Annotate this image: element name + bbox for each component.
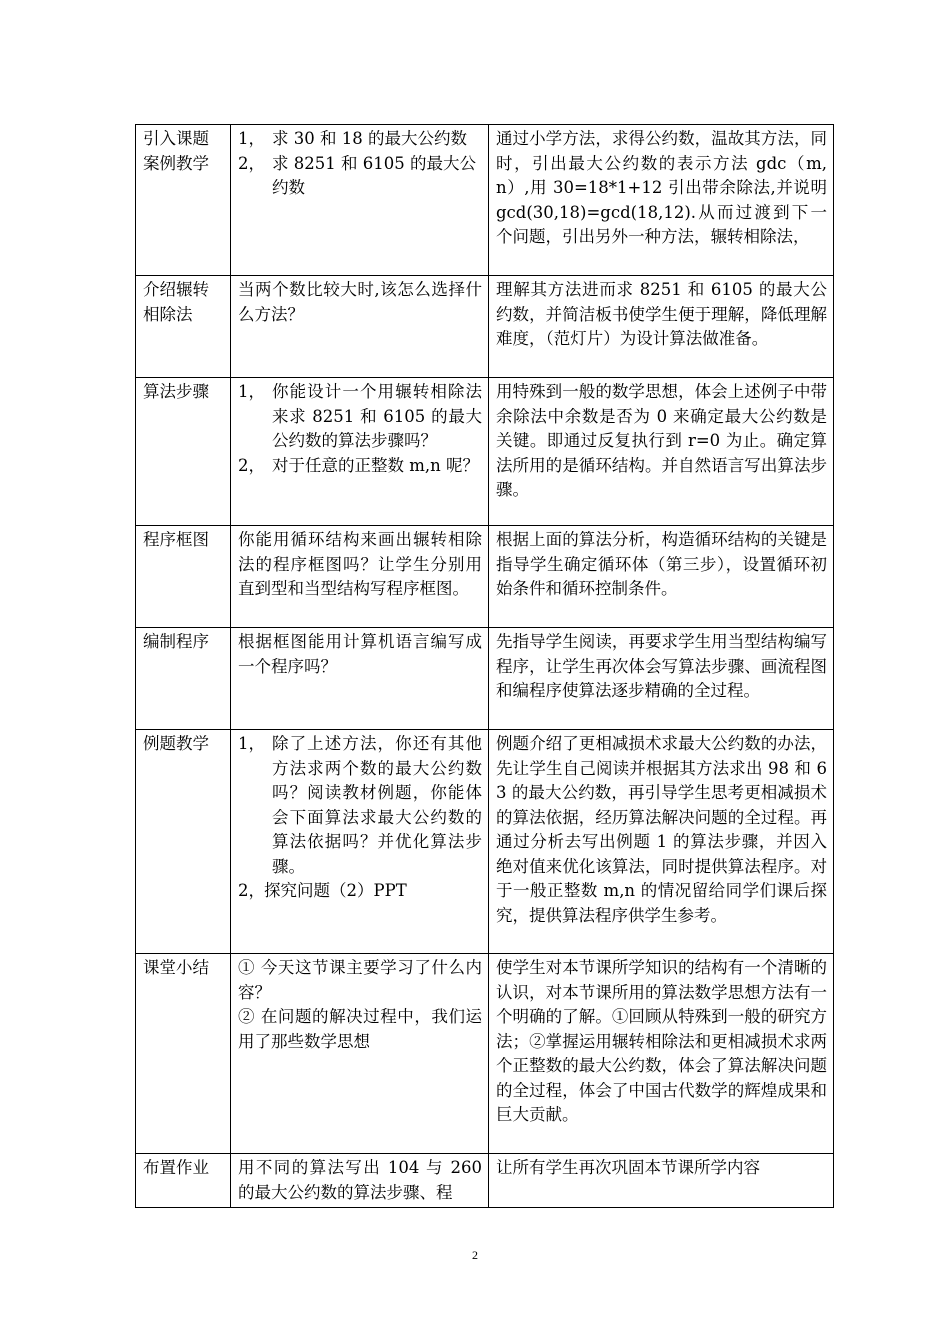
list-item (238, 454, 482, 479)
list-item (238, 879, 482, 904)
table-row (136, 1154, 834, 1208)
purpose-cell: 例题介绍了更相减损术求最大公约数的办法，先让学生自己阅读并根据其方法求出 98 和 63 的最大公约数，再引导学生思考更相减损术的算法依据，经历算法解决问题的全过程。再通过分析去写出例题 1 的算法步骤，并因入绝对值来优化该算法，同时提供算法程序。对于一般正整数 m,n 的情况留给同学们课后探究，提供算法程序供学生参考。 (489, 730, 834, 954)
page-number: 2 (472, 1248, 478, 1262)
item-text: 探究问题（2）PPT (264, 881, 407, 900)
stage-cell: 程序框图 (136, 526, 231, 628)
summary-question: ① 今天这节课主要学习了什么内容？ (238, 958, 482, 1002)
list-item (238, 732, 482, 879)
question-list (238, 127, 482, 201)
summary-question: ② 在问题的解决过程中，我们运用了那些数学思想 (238, 1007, 482, 1051)
activity-cell: 根据框图能用计算机语言编写成一个程序吗？ (231, 628, 489, 730)
stage-cell: 布置作业 (136, 1154, 231, 1208)
stage-cell: 引入课题案例教学 (136, 125, 231, 276)
list-item (238, 380, 482, 454)
purpose-cell: 根据上面的算法分析，构造循环结构的关键是指导学生确定循环体（第三步），设置循环初始条件和循环控制条件。 (489, 526, 834, 628)
table-row (136, 526, 834, 628)
activity-cell (231, 730, 489, 954)
item-text: 你能设计一个用辗转相除法来求 8251 和 6105 的最大公约数的算法步骤吗？ (272, 382, 482, 450)
item-number: 2， (238, 153, 265, 173)
list-item (238, 127, 482, 152)
purpose-cell: 用特殊到一般的数学思想，体会上述例子中带余除法中余数是否为 0 来确定最大公约数是关键。即通过反复执行到 r=0 为止。确定算法所用的是循环结构。并自然语言写出算法步骤。 (489, 378, 834, 526)
stage-cell: 例题教学 (136, 730, 231, 954)
table-row (136, 276, 834, 378)
activity-cell: 你能用循环结构来画出辗转相除法的程序框图吗？让学生分别用直到型和当型结构写程序框图。 (231, 526, 489, 628)
activity-cell: 当两个数比较大时,该怎么选择什么方法？ (231, 276, 489, 378)
table-row (136, 378, 834, 526)
stage-cell: 介绍辗转相除法 (136, 276, 231, 378)
item-text: 对于任意的正整数 m,n 呢？ (272, 455, 480, 475)
purpose-cell: 理解其方法进而求 8251 和 6105 的最大公约数，并简洁板书使学生便于理解，降低理解难度，（范灯片）为设计算法做准备。 (489, 276, 834, 378)
table-row (136, 628, 834, 730)
table-row (136, 730, 834, 954)
purpose-cell: 使学生对本节课所学知识的结构有一个清晰的认识，对本节课所用的算法数学思想方法有一个明确的了解。①回顾从特殊到一般的研究方法；②掌握运用辗转相除法和更相减损术求两个正整数的最大公约数，体会了算法解决问题的全过程，体会了中国古代数学的辉煌成果和巨大贡献。 (489, 954, 834, 1154)
table-row (136, 954, 834, 1154)
item-number: 2， (238, 881, 265, 900)
stage-cell: 算法步骤 (136, 378, 231, 526)
table-row (136, 125, 834, 276)
item-text: 除了上述方法，你还有其他方法求两个数的最大公约数吗？阅读教材例题，你能体会下面算法求最大公约数的算法依据吗？并优化算法步骤。 (272, 734, 482, 876)
stage-cell: 课堂小结 (136, 954, 231, 1154)
purpose-cell: 先指导学生阅读，再要求学生用当型结构编写程序，让学生再次体会写算法步骤、画流程图和编程序使算法逐步精确的全过程。 (489, 628, 834, 730)
stage-cell: 编制程序 (136, 628, 231, 730)
purpose-cell: 让所有学生再次巩固本节课所学内容 (489, 1154, 834, 1208)
activity-cell (231, 125, 489, 276)
item-number: 1， (238, 129, 265, 148)
list-item (238, 152, 482, 201)
item-number: 2， (238, 455, 265, 475)
lesson-plan-table (135, 124, 834, 1208)
activity-cell (231, 954, 489, 1154)
item-number: 1， (238, 734, 265, 753)
item-text: 求 30 和 18 的最大公约数 (272, 129, 467, 148)
item-number: 1， (238, 382, 265, 401)
item-text: 求 8251 和 6105 的最大公约数 (272, 153, 476, 197)
activity-cell: 用不同的算法写出 104 与 260 的最大公约数的算法步骤、程 (231, 1154, 489, 1208)
activity-cell (231, 378, 489, 526)
question-list (238, 732, 482, 904)
question-list (238, 380, 482, 478)
purpose-cell: 通过小学方法，求得公约数，温故其方法，同时，引出最大公约数的表示方法 gdc（m,n）,用 30=18*1+12 引出带余除法,并说明 gcd(30,18)=gcd(18,12).从而过渡到下一个问题，引出另外一种方法，辗转相除法， (489, 125, 834, 276)
